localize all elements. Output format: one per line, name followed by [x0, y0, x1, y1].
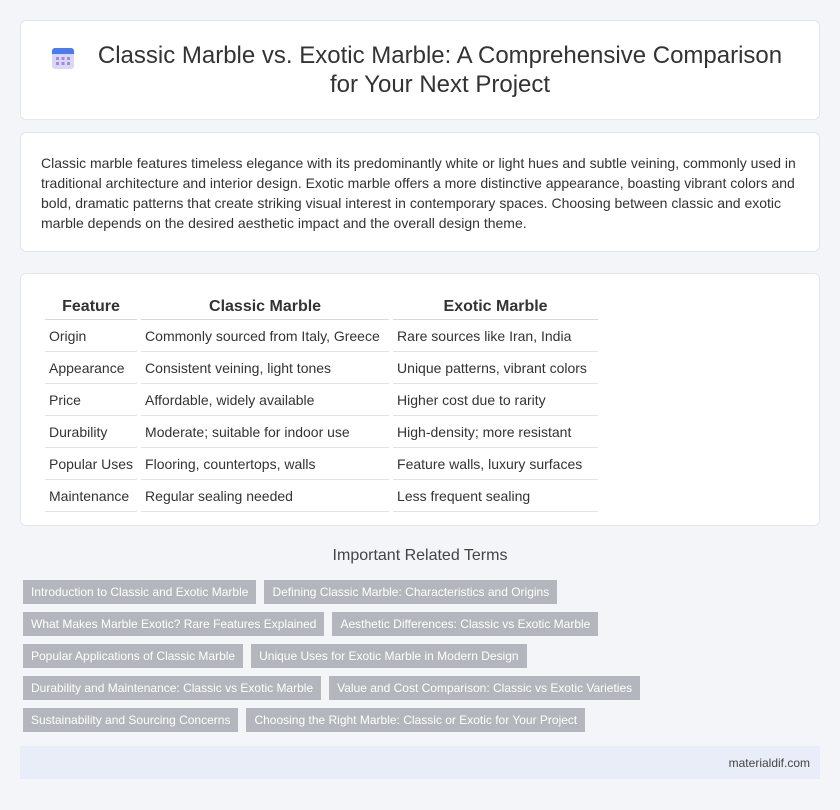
- table-cell: Feature walls, luxury surfaces: [393, 448, 598, 480]
- table-cell: Affordable, widely available: [141, 384, 389, 416]
- comparison-table: [41, 294, 602, 512]
- footer-site-link[interactable]: materialdif.com: [728, 755, 810, 770]
- tag-row: [23, 580, 823, 604]
- table-cell: Origin: [45, 320, 137, 352]
- table-cell: Durability: [45, 416, 137, 448]
- header-card: [20, 20, 820, 120]
- footer: [20, 746, 820, 779]
- column-header: Exotic Marble: [393, 294, 598, 320]
- table-row: [45, 384, 598, 416]
- table-row: [45, 448, 598, 480]
- table-cell: Flooring, countertops, walls: [141, 448, 389, 480]
- table-cell: High-density; more resistant: [393, 416, 598, 448]
- table-cell: Consistent veining, light tones: [141, 352, 389, 384]
- table-header-row: [45, 294, 598, 320]
- column-header: Feature: [45, 294, 137, 320]
- table-cell: Higher cost due to rarity: [393, 384, 598, 416]
- column-header: Classic Marble: [141, 294, 389, 320]
- table-row: [45, 416, 598, 448]
- summary-card: [20, 132, 820, 252]
- related-term-link[interactable]: Sustainability and Sourcing Concerns: [23, 708, 238, 732]
- comparison-table-card: [20, 273, 820, 526]
- table-cell: Rare sources like Iran, India: [393, 320, 598, 352]
- tag-row: [23, 612, 823, 636]
- related-terms-list: [23, 580, 823, 740]
- related-term-link[interactable]: Durability and Maintenance: Classic vs Exotic Marble: [23, 676, 321, 700]
- table-cell: Maintenance: [45, 480, 137, 512]
- related-term-link[interactable]: Value and Cost Comparison: Classic vs Exotic Varieties: [329, 676, 640, 700]
- table-cell: Price: [45, 384, 137, 416]
- related-term-link[interactable]: What Makes Marble Exotic? Rare Features Explained: [23, 612, 324, 636]
- table-row: [45, 352, 598, 384]
- table-row: [45, 320, 598, 352]
- related-terms-heading: Important Related Terms: [332, 547, 508, 564]
- tag-row: [23, 708, 823, 732]
- calendar-icon: [50, 45, 76, 71]
- page-title: Classic Marble vs. Exotic Marble: A Comprehensive Comparison for Your Next Project: [97, 42, 783, 98]
- table-cell: Commonly sourced from Italy, Greece: [141, 320, 389, 352]
- summary-text: Classic marble features timeless elegance with its predominantly white or light hues and subtle veining, commonly used in traditional architecture and interior design. Exotic marble offers a more distinctive appearance, boasting vibrant colors and bold, dramatic patterns that create striking visual interest in contemporary spaces. Choosing between classic and exotic marble depends on the desired aesthetic impact and the overall design theme.: [41, 155, 796, 231]
- related-term-link[interactable]: Choosing the Right Marble: Classic or Exotic for Your Project: [246, 708, 585, 732]
- table-cell: Less frequent sealing: [393, 480, 598, 512]
- table-cell: Unique patterns, vibrant colors: [393, 352, 598, 384]
- table-cell: Regular sealing needed: [141, 480, 389, 512]
- tag-row: [23, 644, 823, 668]
- related-term-link[interactable]: Introduction to Classic and Exotic Marble: [23, 580, 256, 604]
- related-term-link[interactable]: Defining Classic Marble: Characteristics and Origins: [264, 580, 557, 604]
- related-term-link[interactable]: Popular Applications of Classic Marble: [23, 644, 243, 668]
- table-row: [45, 480, 598, 512]
- table-cell: Appearance: [45, 352, 137, 384]
- related-term-link[interactable]: Aesthetic Differences: Classic vs Exotic Marble: [332, 612, 598, 636]
- tag-row: [23, 676, 823, 700]
- table-cell: Moderate; suitable for indoor use: [141, 416, 389, 448]
- related-term-link[interactable]: Unique Uses for Exotic Marble in Modern Design: [251, 644, 526, 668]
- table-cell: Popular Uses: [45, 448, 137, 480]
